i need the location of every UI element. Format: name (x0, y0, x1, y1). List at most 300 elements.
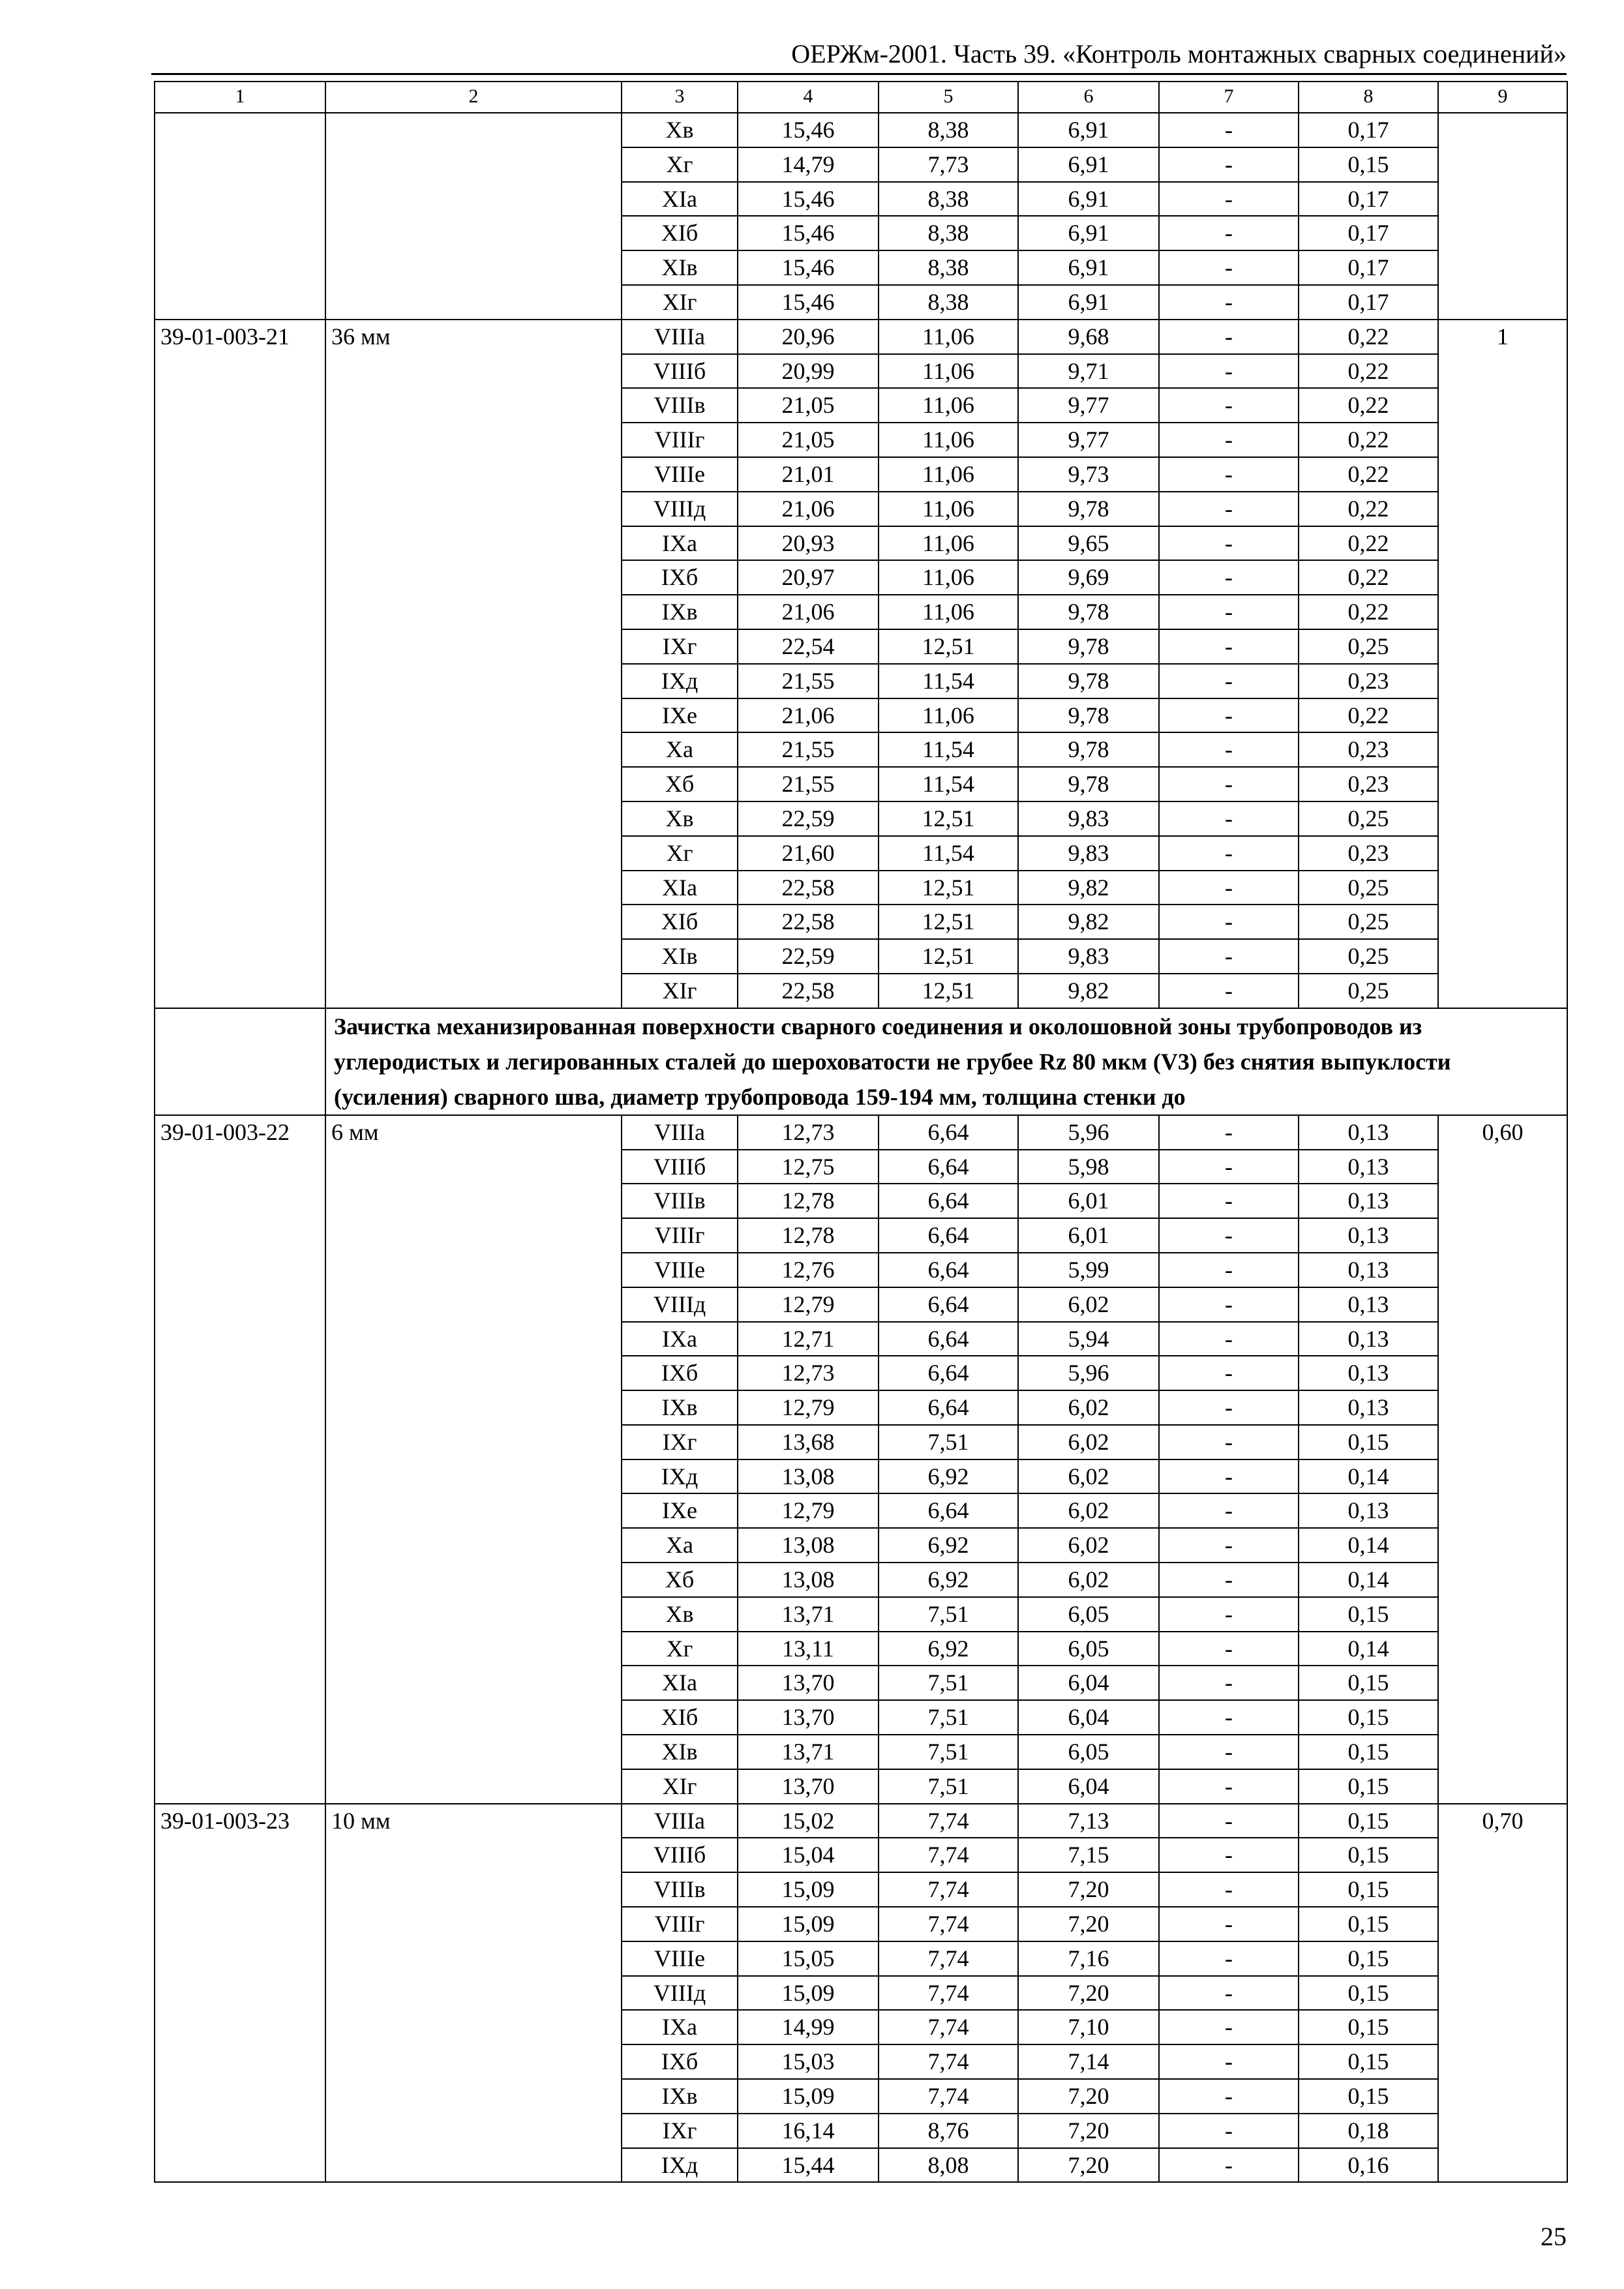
cell-col-4: 13,08 (738, 1528, 879, 1563)
cell-col-8: 0,22 (1299, 492, 1438, 526)
cell-col-5: 6,92 (879, 1459, 1018, 1494)
cell-col-4: 21,60 (738, 836, 879, 871)
cell-col-5: 7,73 (879, 147, 1018, 182)
cell-col-4: 15,09 (738, 1976, 879, 2011)
cell-col-4: 15,46 (738, 182, 879, 217)
column-number-4: 4 (738, 82, 879, 113)
cell-col-7: - (1159, 2148, 1299, 2183)
cell-col-3: Xг (622, 1632, 738, 1666)
column-number-5: 5 (879, 82, 1018, 113)
column-number-6: 6 (1018, 82, 1159, 113)
cell-col-7: - (1159, 285, 1299, 320)
cell-col-6: 9,83 (1018, 801, 1159, 836)
cell-col-5: 11,54 (879, 836, 1018, 871)
cell-col-7: - (1159, 698, 1299, 733)
cell-col-7: - (1159, 801, 1299, 836)
cell-col-7: - (1159, 216, 1299, 250)
cell-col-8: 0,22 (1299, 320, 1438, 354)
cell-col-5: 6,64 (879, 1390, 1018, 1425)
cell-col-5: 7,74 (879, 2079, 1018, 2114)
cell-col-5: 7,74 (879, 1838, 1018, 1872)
cell-col-7: - (1159, 629, 1299, 664)
cell-col-7: - (1159, 1356, 1299, 1390)
cell-col-5: 8,38 (879, 182, 1018, 217)
cell-col-6: 6,91 (1018, 113, 1159, 147)
cell-col-6: 9,82 (1018, 905, 1159, 939)
cell-col-3: IXд (622, 664, 738, 698)
cell-col-5: 12,51 (879, 974, 1018, 1008)
cell-col-5: 11,06 (879, 354, 1018, 389)
cell-col-4: 21,06 (738, 595, 879, 629)
cell-col-7: - (1159, 1700, 1299, 1735)
cell-col-7: - (1159, 664, 1299, 698)
cell-col-5: 11,06 (879, 423, 1018, 457)
rates-table (154, 81, 1568, 2183)
cell-col-6: 7,20 (1018, 1872, 1159, 1907)
cell-col-3: XIа (622, 182, 738, 217)
cell-col-6: 7,20 (1018, 1976, 1159, 2011)
cell-col-6: 9,78 (1018, 664, 1159, 698)
cell-col-8: 0,16 (1299, 2148, 1438, 2183)
cell-col-5: 6,64 (879, 1218, 1018, 1253)
cell-col-4: 22,58 (738, 871, 879, 905)
cell-col-4: 21,05 (738, 388, 879, 423)
cell-col-4: 22,58 (738, 905, 879, 939)
cell-col-3: IXб (622, 1356, 738, 1390)
cell-col-8: 0,15 (1299, 1700, 1438, 1735)
cell-col-8: 0,13 (1299, 1115, 1438, 1150)
cell-col-7: - (1159, 1322, 1299, 1356)
cell-col-6: 7,14 (1018, 2044, 1159, 2079)
cell-col-8: 0,25 (1299, 801, 1438, 836)
cell-col-5: 7,51 (879, 1597, 1018, 1632)
cell-col-7: - (1159, 2114, 1299, 2148)
cell-col-6: 9,78 (1018, 732, 1159, 767)
cell-col-3: Xг (622, 836, 738, 871)
cell-col-8: 0,13 (1299, 1184, 1438, 1218)
cell-col-8: 0,25 (1299, 629, 1438, 664)
cell-col-6: 6,02 (1018, 1459, 1159, 1494)
cell-col-7: - (1159, 1115, 1299, 1150)
cell-col-4: 12,79 (738, 1287, 879, 1322)
cell-col-5: 6,92 (879, 1632, 1018, 1666)
cell-col-4: 15,09 (738, 1907, 879, 1941)
cell-col-5: 11,54 (879, 767, 1018, 801)
cell-col-3: VIIIв (622, 388, 738, 423)
cell-col-5: 7,51 (879, 1769, 1018, 1804)
cell-col-4: 22,58 (738, 974, 879, 1008)
cell-col-7: - (1159, 836, 1299, 871)
cell-col-8: 0,15 (1299, 1666, 1438, 1700)
cell-col-7: - (1159, 1425, 1299, 1459)
cell-col-7: - (1159, 250, 1299, 285)
cell-col-4: 12,78 (738, 1184, 879, 1218)
cell-col-7: - (1159, 1838, 1299, 1872)
cell-col-4: 13,70 (738, 1700, 879, 1735)
cell-col-6: 6,02 (1018, 1528, 1159, 1563)
cell-col-6: 7,10 (1018, 2010, 1159, 2044)
cell-col-3: IXд (622, 2148, 738, 2183)
cell-col-8: 0,22 (1299, 560, 1438, 595)
cell-col-7: - (1159, 1941, 1299, 1976)
cell-col-3: XIа (622, 1666, 738, 1700)
cell-col-6: 9,78 (1018, 698, 1159, 733)
cell-col-3: XIб (622, 1700, 738, 1735)
cell-col-8: 0,23 (1299, 767, 1438, 801)
cell-col-5: 7,74 (879, 1804, 1018, 1838)
cell-col-7: - (1159, 423, 1299, 457)
cell-col-8: 0,25 (1299, 974, 1438, 1008)
cell-col-6: 9,82 (1018, 871, 1159, 905)
cell-col-8: 0,14 (1299, 1528, 1438, 1563)
table-row (155, 320, 1567, 354)
cell-col-4: 13,70 (738, 1769, 879, 1804)
cell-col-3: IXв (622, 1390, 738, 1425)
cell-col-3: IXб (622, 560, 738, 595)
cell-col-3: IXе (622, 698, 738, 733)
cell-col-7: - (1159, 1459, 1299, 1494)
cell-col-5: 8,38 (879, 250, 1018, 285)
cell-col-6: 6,02 (1018, 1390, 1159, 1425)
cell-col-7: - (1159, 354, 1299, 389)
cell-col-5: 12,51 (879, 905, 1018, 939)
cell-col-3: XIв (622, 250, 738, 285)
cell-col-7: - (1159, 388, 1299, 423)
cell-col-6: 9,71 (1018, 354, 1159, 389)
cell-col-8: 0,22 (1299, 698, 1438, 733)
cell-col-7: - (1159, 492, 1299, 526)
cell-col-6: 6,91 (1018, 250, 1159, 285)
cell-col-3: Xа (622, 732, 738, 767)
cell-col-6: 7,13 (1018, 1804, 1159, 1838)
cell-col-3: VIIIе (622, 1253, 738, 1287)
cell-col-5: 11,06 (879, 492, 1018, 526)
cell-col-8: 0,15 (1299, 2044, 1438, 2079)
cell-col-7: - (1159, 1528, 1299, 1563)
cell-col-6: 5,99 (1018, 1253, 1159, 1287)
cell-col-6: 6,01 (1018, 1218, 1159, 1253)
cell-col-6: 7,16 (1018, 1941, 1159, 1976)
cell-col-3: XIб (622, 216, 738, 250)
cell-col-3: XIв (622, 939, 738, 974)
cell-col-7: - (1159, 1666, 1299, 1700)
cell-col-4: 20,96 (738, 320, 879, 354)
cell-col-4: 15,46 (738, 113, 879, 147)
cell-col-6: 6,04 (1018, 1700, 1159, 1735)
cell-col-8: 0,17 (1299, 216, 1438, 250)
cell-col-3: IXв (622, 2079, 738, 2114)
cell-col-6: 9,83 (1018, 836, 1159, 871)
cell-col-8: 0,13 (1299, 1356, 1438, 1390)
cell-col-3: VIIIг (622, 1218, 738, 1253)
cell-col-5: 7,51 (879, 1735, 1018, 1769)
cell-col-6: 7,20 (1018, 2079, 1159, 2114)
table-body (155, 113, 1567, 2182)
wall-thickness (325, 113, 622, 320)
wall-thickness: 6 мм (325, 1115, 622, 1804)
table-row (155, 1804, 1567, 1838)
cell-col-8: 0,14 (1299, 1563, 1438, 1597)
cell-col-3: IXд (622, 1459, 738, 1494)
cell-col-6: 6,91 (1018, 182, 1159, 217)
cell-col-5: 6,64 (879, 1287, 1018, 1322)
cell-col-7: - (1159, 182, 1299, 217)
cell-col-7: - (1159, 974, 1299, 1008)
cell-col-6: 6,05 (1018, 1632, 1159, 1666)
cell-col-4: 14,99 (738, 2010, 879, 2044)
cell-col-4: 21,55 (738, 664, 879, 698)
cell-col-3: Xв (622, 1597, 738, 1632)
rate-code (155, 113, 325, 320)
cell-col-5: 11,06 (879, 595, 1018, 629)
cell-col-3: Xг (622, 147, 738, 182)
cell-col-7: - (1159, 1563, 1299, 1597)
cell-col-3: IXа (622, 2010, 738, 2044)
cell-col-6: 6,05 (1018, 1735, 1159, 1769)
cell-col-6: 6,01 (1018, 1184, 1159, 1218)
cell-col-5: 6,64 (879, 1115, 1018, 1150)
cell-col-6: 9,77 (1018, 388, 1159, 423)
cell-col-4: 21,06 (738, 492, 879, 526)
cell-col-8: 0,25 (1299, 905, 1438, 939)
cell-col-8: 0,22 (1299, 457, 1438, 492)
cell-col-5: 6,64 (879, 1150, 1018, 1184)
cell-col-8: 0,15 (1299, 1597, 1438, 1632)
cell-col-7: - (1159, 939, 1299, 974)
column-number-3: 3 (622, 82, 738, 113)
cell-col-5: 8,76 (879, 2114, 1018, 2148)
cell-col-6: 9,69 (1018, 560, 1159, 595)
column-number-1: 1 (155, 82, 325, 113)
note-empty-cell (155, 1008, 325, 1115)
cell-col-3: XIв (622, 1735, 738, 1769)
cell-col-8: 0,22 (1299, 388, 1438, 423)
cell-col-6: 9,78 (1018, 595, 1159, 629)
cell-col-8: 0,17 (1299, 182, 1438, 217)
cell-col-6: 7,20 (1018, 1907, 1159, 1941)
cell-col-4: 15,09 (738, 2079, 879, 2114)
cell-col-7: - (1159, 2010, 1299, 2044)
column-number-9: 9 (1438, 82, 1567, 113)
cell-col-4: 15,46 (738, 250, 879, 285)
cell-col-4: 20,97 (738, 560, 879, 595)
cell-col-3: VIIIг (622, 1907, 738, 1941)
cell-col-3: IXа (622, 1322, 738, 1356)
cell-col-5: 8,38 (879, 216, 1018, 250)
cell-col-6: 6,02 (1018, 1287, 1159, 1322)
cell-col-8: 0,15 (1299, 1838, 1438, 1872)
cell-col-6: 6,04 (1018, 1666, 1159, 1700)
cell-col-8: 0,15 (1299, 1769, 1438, 1804)
cell-col-6: 5,94 (1018, 1322, 1159, 1356)
cell-col-5: 11,54 (879, 664, 1018, 698)
wall-thickness: 36 мм (325, 320, 622, 1008)
cell-col-7: - (1159, 457, 1299, 492)
cell-col-8: 0,13 (1299, 1218, 1438, 1253)
cell-col-3: VIIIд (622, 492, 738, 526)
cell-col-4: 13,71 (738, 1735, 879, 1769)
cell-col-7: - (1159, 1804, 1299, 1838)
cell-col-8: 0,22 (1299, 423, 1438, 457)
cell-col-6: 6,91 (1018, 216, 1159, 250)
cell-col-8: 0,15 (1299, 1976, 1438, 2011)
cell-col-5: 8,08 (879, 2148, 1018, 2183)
cell-col-6: 6,91 (1018, 147, 1159, 182)
cell-col-6: 6,04 (1018, 1769, 1159, 1804)
cell-col-4: 21,06 (738, 698, 879, 733)
cell-col-6: 9,78 (1018, 629, 1159, 664)
cell-col-4: 22,54 (738, 629, 879, 664)
cell-col-5: 7,51 (879, 1425, 1018, 1459)
cell-col-7: - (1159, 1390, 1299, 1425)
cell-col-5: 7,74 (879, 1872, 1018, 1907)
cell-col-5: 7,74 (879, 2010, 1018, 2044)
cell-col-3: Xб (622, 1563, 738, 1597)
cell-col-7: - (1159, 526, 1299, 561)
cell-col-7: - (1159, 2079, 1299, 2114)
cell-col-3: VIIIд (622, 1976, 738, 2011)
cell-col-3: VIIIе (622, 1941, 738, 1976)
cell-col-4: 15,05 (738, 1941, 879, 1976)
cell-col-5: 7,74 (879, 1941, 1018, 1976)
cell-col-9 (1438, 113, 1567, 320)
wall-thickness: 10 мм (325, 1804, 622, 2183)
cell-col-8: 0,15 (1299, 1735, 1438, 1769)
cell-col-8: 0,13 (1299, 1390, 1438, 1425)
cell-col-3: IXг (622, 1425, 738, 1459)
cell-col-5: 11,06 (879, 698, 1018, 733)
cell-col-8: 0,17 (1299, 285, 1438, 320)
cell-col-3: Xв (622, 801, 738, 836)
cell-col-5: 6,64 (879, 1253, 1018, 1287)
cell-col-4: 12,79 (738, 1390, 879, 1425)
cell-col-4: 13,08 (738, 1459, 879, 1494)
cell-col-6: 6,02 (1018, 1425, 1159, 1459)
cell-col-8: 0,13 (1299, 1287, 1438, 1322)
cell-col-6: 5,96 (1018, 1115, 1159, 1150)
page-number: 25 (1541, 2222, 1567, 2251)
cell-col-3: VIIIа (622, 320, 738, 354)
cell-col-8: 0,15 (1299, 1907, 1438, 1941)
cell-col-5: 6,64 (879, 1184, 1018, 1218)
cell-col-3: VIIIа (622, 1804, 738, 1838)
cell-col-4: 13,11 (738, 1632, 879, 1666)
cell-col-4: 22,59 (738, 801, 879, 836)
section-note-row (155, 1008, 1567, 1115)
cell-col-5: 12,51 (879, 629, 1018, 664)
cell-col-7: - (1159, 2044, 1299, 2079)
cell-col-4: 21,55 (738, 767, 879, 801)
cell-col-4: 13,70 (738, 1666, 879, 1700)
cell-col-8: 0,15 (1299, 2010, 1438, 2044)
cell-col-6: 9,78 (1018, 492, 1159, 526)
cell-col-3: IXг (622, 2114, 738, 2148)
cell-col-3: VIIIб (622, 354, 738, 389)
cell-col-3: VIIIд (622, 1287, 738, 1322)
cell-col-3: IXе (622, 1493, 738, 1528)
cell-col-4: 15,46 (738, 285, 879, 320)
cell-col-4: 12,71 (738, 1322, 879, 1356)
cell-col-4: 22,59 (738, 939, 879, 974)
cell-col-3: IXа (622, 526, 738, 561)
cell-col-6: 9,83 (1018, 939, 1159, 974)
cell-col-3: VIIIв (622, 1184, 738, 1218)
cell-col-4: 12,76 (738, 1253, 879, 1287)
cell-col-8: 0,23 (1299, 664, 1438, 698)
cell-col-4: 15,04 (738, 1838, 879, 1872)
cell-col-8: 0,22 (1299, 595, 1438, 629)
cell-col-4: 15,02 (738, 1804, 879, 1838)
cell-col-5: 11,06 (879, 457, 1018, 492)
cell-col-7: - (1159, 767, 1299, 801)
cell-col-7: - (1159, 1769, 1299, 1804)
cell-col-6: 6,02 (1018, 1493, 1159, 1528)
cell-col-3: VIIIв (622, 1872, 738, 1907)
cell-col-4: 12,75 (738, 1150, 879, 1184)
cell-col-7: - (1159, 1597, 1299, 1632)
cell-col-3: XIг (622, 974, 738, 1008)
cell-col-8: 0,25 (1299, 871, 1438, 905)
cell-col-6: 9,78 (1018, 767, 1159, 801)
cell-col-8: 0,17 (1299, 113, 1438, 147)
cell-col-3: IXв (622, 595, 738, 629)
cell-col-3: XIб (622, 905, 738, 939)
cell-col-5: 11,06 (879, 388, 1018, 423)
cell-col-7: - (1159, 1976, 1299, 2011)
cell-col-4: 15,46 (738, 216, 879, 250)
cell-col-8: 0,15 (1299, 1941, 1438, 1976)
cell-col-7: - (1159, 1632, 1299, 1666)
cell-col-4: 15,03 (738, 2044, 879, 2079)
cell-col-5: 6,64 (879, 1356, 1018, 1390)
cell-col-6: 9,73 (1018, 457, 1159, 492)
cell-col-8: 0,15 (1299, 147, 1438, 182)
cell-col-9: 0,60 (1438, 1115, 1567, 1804)
cell-col-4: 12,73 (738, 1115, 879, 1150)
cell-col-5: 11,06 (879, 320, 1018, 354)
cell-col-8: 0,14 (1299, 1459, 1438, 1494)
cell-col-5: 11,06 (879, 526, 1018, 561)
cell-col-8: 0,13 (1299, 1253, 1438, 1287)
cell-col-5: 12,51 (879, 939, 1018, 974)
cell-col-8: 0,15 (1299, 1872, 1438, 1907)
cell-col-4: 13,08 (738, 1563, 879, 1597)
cell-col-3: XIг (622, 285, 738, 320)
cell-col-4: 15,44 (738, 2148, 879, 2183)
cell-col-5: 11,54 (879, 732, 1018, 767)
cell-col-8: 0,13 (1299, 1150, 1438, 1184)
cell-col-8: 0,23 (1299, 836, 1438, 871)
cell-col-3: VIIIа (622, 1115, 738, 1150)
cell-col-6: 7,20 (1018, 2114, 1159, 2148)
cell-col-6: 7,20 (1018, 2148, 1159, 2183)
cell-col-5: 11,06 (879, 560, 1018, 595)
cell-col-6: 9,82 (1018, 974, 1159, 1008)
cell-col-7: - (1159, 1184, 1299, 1218)
cell-col-6: 9,77 (1018, 423, 1159, 457)
column-number-2: 2 (325, 82, 622, 113)
cell-col-5: 8,38 (879, 113, 1018, 147)
cell-col-7: - (1159, 1872, 1299, 1907)
cell-col-5: 7,51 (879, 1666, 1018, 1700)
cell-col-3: VIIIб (622, 1150, 738, 1184)
cell-col-5: 6,64 (879, 1493, 1018, 1528)
column-number-7: 7 (1159, 82, 1299, 113)
cell-col-4: 12,78 (738, 1218, 879, 1253)
rate-code: 39-01-003-22 (155, 1115, 325, 1804)
cell-col-4: 12,73 (738, 1356, 879, 1390)
cell-col-7: - (1159, 560, 1299, 595)
